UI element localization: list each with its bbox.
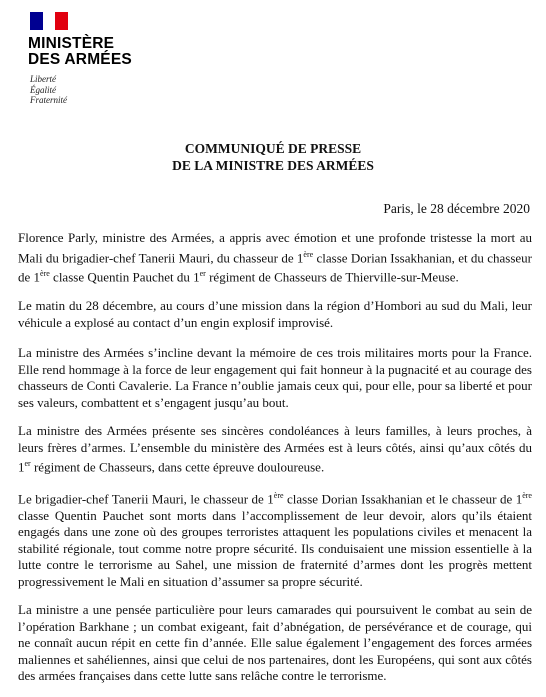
title-line1: COMMUNIQUÉ DE PRESSE	[184, 141, 362, 156]
motto-liberte: Liberté	[30, 74, 56, 84]
paragraph: La ministre des Armées s’incline devant la mémoire de ces trois militaires morts pour la France. Elle rend hommage à la force de leur engagement qui fait honneur à la pugnacité et au courage des chasseurs de Conti Cavalerie. La France n’oublie jamais ceux qui, pour elle, pour sa liberté et pour ses valeurs, combattent et s’engagent jusqu’au bout.	[18, 345, 532, 410]
press-release-body	[18, 230, 532, 697]
ministry-logo	[28, 12, 132, 106]
release-date: Paris, le 28 décembre 2020	[383, 201, 530, 216]
paragraph: La ministre des Armées présente ses sincères condoléances à leurs familles, à leurs proches, à leurs frères d’armes. L’ensemble du ministère des Armées est à leurs côtés, ainsi qu’aux côtés du 1er régiment de Chasseurs, dans cette épreuve douloureuse.	[18, 423, 532, 475]
motto-egalite: Égalité	[30, 84, 56, 95]
motto	[30, 74, 132, 106]
paragraph: Florence Parly, ministre des Armées, a appris avec émotion et une profonde tristesse la mort au Mali du brigadier-chef Tanerii Mauri, du chasseur de 1ère classe Dorian Issakhanian, et du chasseur de 1ère classe Quentin Pauchet du 1er régiment de Chasseurs de Thierville-sur-Meuse.	[18, 230, 532, 285]
ministry-name-line1: MINISTÈRE	[28, 35, 115, 52]
flag-band-red	[55, 12, 68, 30]
flag-icon	[30, 12, 68, 30]
ministry-name	[28, 36, 132, 68]
paragraph: Le matin du 28 décembre, au cours d’une mission dans la région d’Hombori au sud du Mali, leur véhicule a explosé au contact d’un engin explosif improvisé.	[18, 298, 532, 330]
press-release-title	[0, 140, 546, 174]
title-line2: DE LA MINISTRE DES ARMÉES	[172, 158, 374, 173]
ministry-name-line2: DES ARMÉES	[28, 51, 132, 68]
flag-band-blue	[30, 12, 43, 30]
motto-fraternite: Fraternité	[30, 95, 67, 105]
flag-band-white	[43, 12, 56, 30]
paragraph: Le brigadier-chef Tanerii Mauri, le chasseur de 1ère classe Dorian Issakhanian et le chasseur de 1ère classe Quentin Pauchet sont morts dans l’accomplissement de leur devoir, alors qu’ils étaient engagés dans une zone où des groupes terroristes attaquent les populations civiles et menacent la stabilité régionale, tout comme notre propre sécurité. Ils conduisaient une mission essentielle à la lutte contre le terrorisme au Sahel, une mission de fraternité d’armes dont les progrès mettent progressivement le Mali en situation d’assumer sa propre sécurité.	[18, 490, 532, 589]
paragraph: La ministre a une pensée particulière pour leurs camarades qui poursuivent le combat au sein de l’opération Barkhane ; un combat exigeant, fait d’abnégation, de persévérance et de courage, qui ne connaît aucun répit en cette fin d’année. Elle salue également l’engagement des forces armées maliennes et sahéliennes, ainsi que celui de nos partenaires, dont les Européens, qui sont aux côtés des armées françaises dans cette lutte sans relâche contre le terrorisme.	[18, 602, 532, 684]
